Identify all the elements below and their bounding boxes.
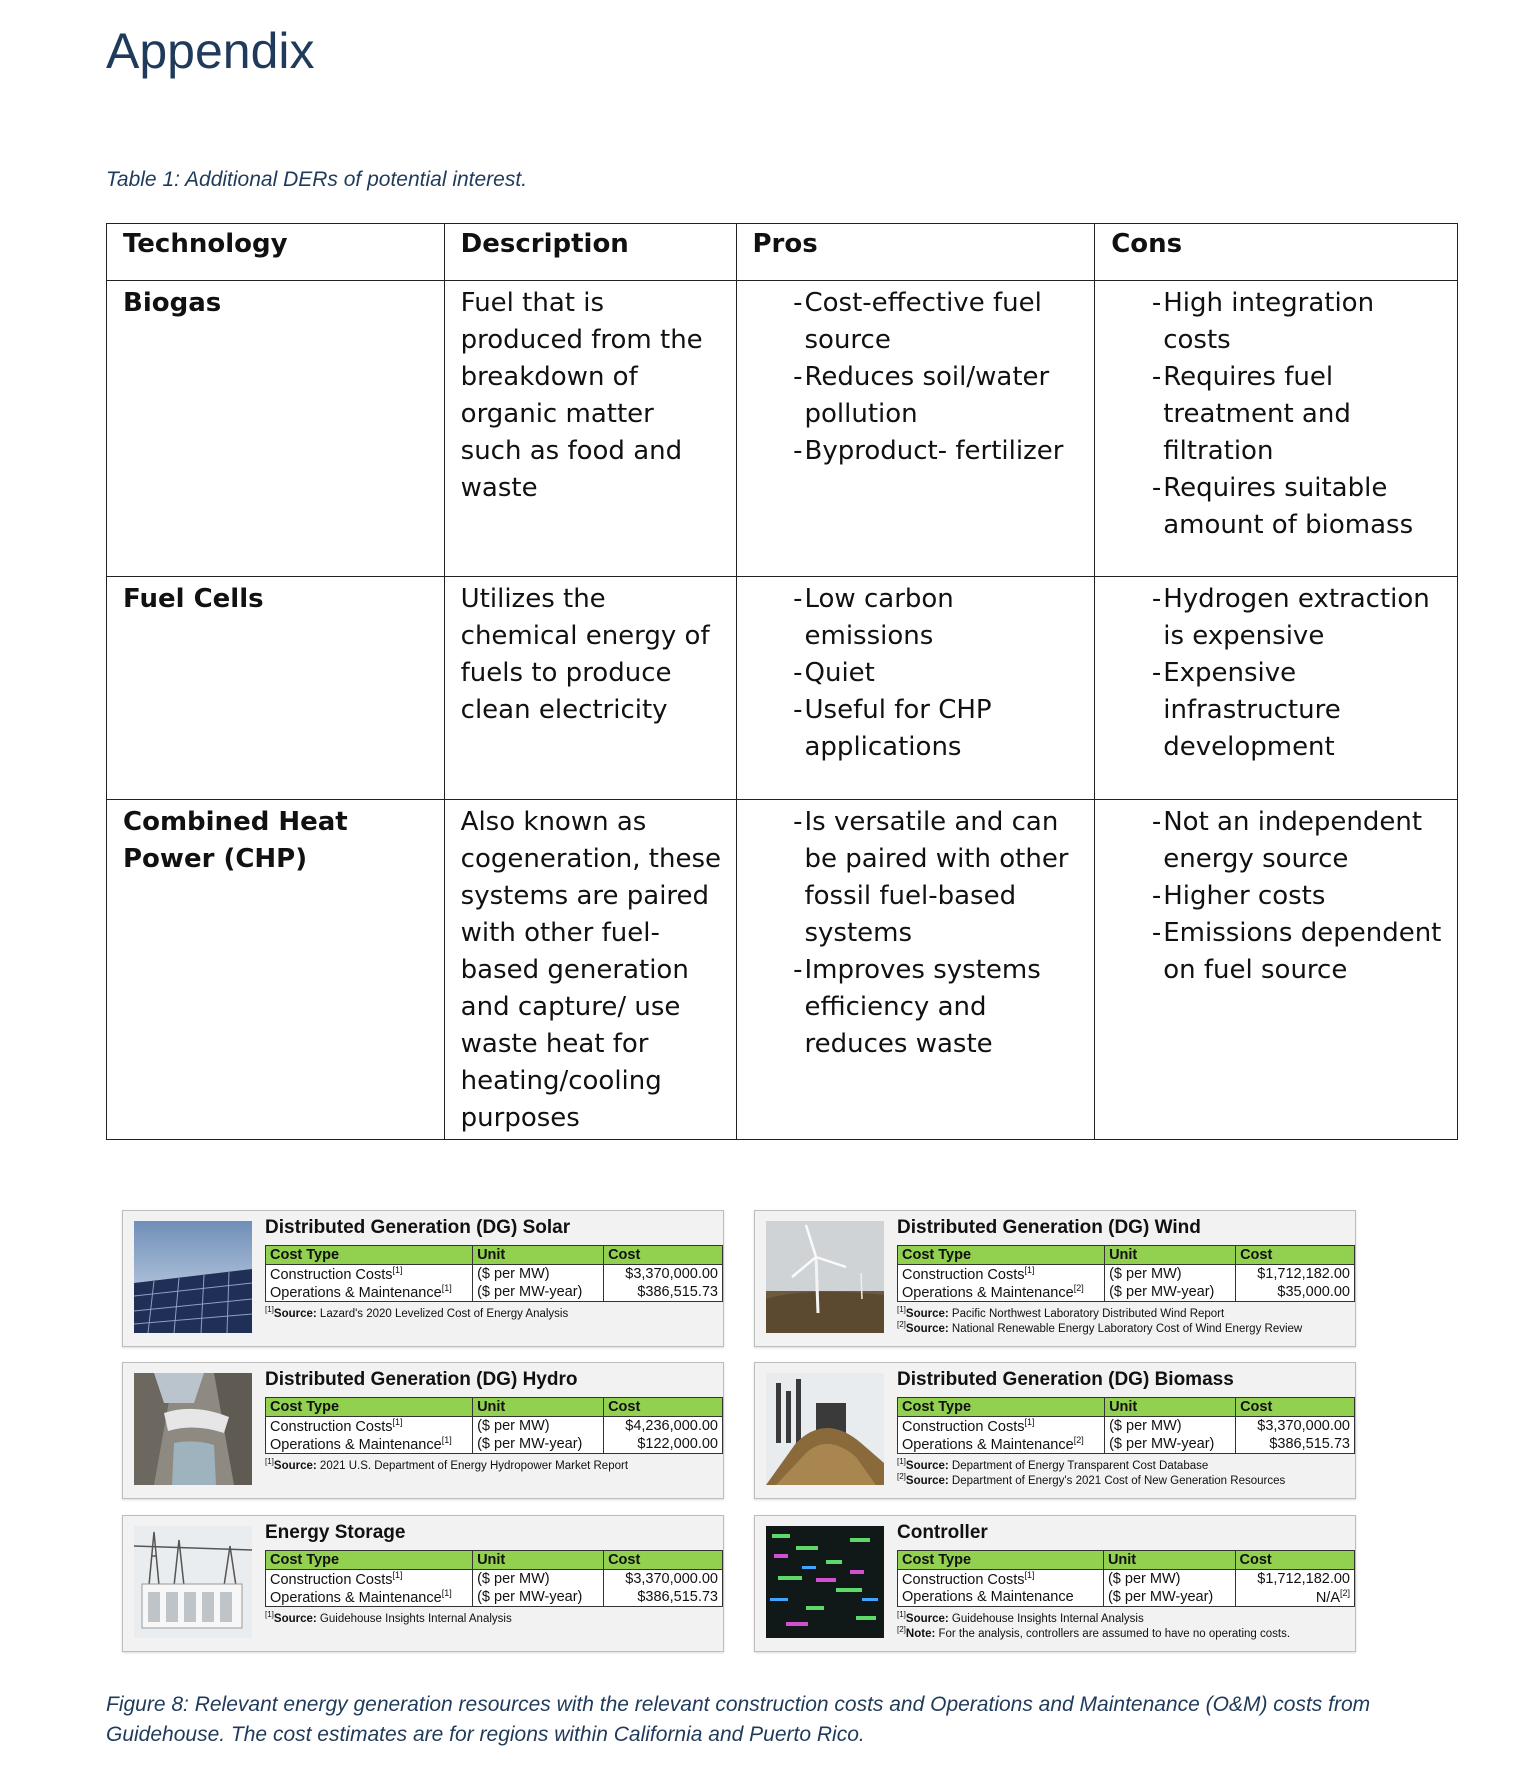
cost-header: Cost: [1235, 1551, 1355, 1570]
cost-value: $35,000.00: [1277, 1284, 1350, 1300]
pro-item: - Useful for CHP applications: [753, 692, 1081, 766]
cost-type-cell: [266, 1265, 473, 1284]
technology-cell: Combined Heat Power (CHP): [107, 800, 445, 1140]
cost-card: [754, 1210, 1356, 1347]
cost-card: [754, 1362, 1356, 1499]
source-text: Guidehouse Insights Internal Analysis: [948, 1612, 1144, 1625]
footnote-ref: [2]: [1073, 1283, 1084, 1294]
card-title: Distributed Generation (DG) Biomass: [897, 1369, 1234, 1390]
solar-panels-image: [134, 1221, 252, 1333]
pro-item: - Byproduct- fertilizer: [753, 433, 1081, 470]
cost-header: Unit: [473, 1246, 604, 1265]
source-note: [265, 1457, 628, 1472]
cost-value: $386,515.73: [637, 1589, 718, 1605]
cost-cell: [1235, 1570, 1355, 1589]
wind-turbine-image: [766, 1221, 884, 1333]
page-title: Appendix: [106, 23, 315, 79]
footnote-ref: [1]: [441, 1283, 452, 1294]
unit-cell: ($ per MW): [473, 1265, 604, 1284]
unit-cell: ($ per MW): [473, 1570, 604, 1589]
table-row: [898, 1283, 1355, 1302]
cost-type: Construction Costs: [270, 1418, 393, 1435]
table-row: [898, 1265, 1355, 1284]
source-text: Department of Energy Transparent Cost Database: [948, 1459, 1209, 1472]
source-label: Source:: [905, 1307, 949, 1320]
description-cell: Fuel that is produced from the breakdown of organic matter such as food and waste: [444, 281, 736, 577]
cost-table: [897, 1397, 1355, 1454]
source-label: Source:: [905, 1474, 949, 1487]
cost-header: Unit: [473, 1551, 604, 1570]
card-title: Controller: [897, 1522, 988, 1543]
con-item: - Hydrogen extraction is expensive: [1111, 581, 1443, 655]
cost-header: Unit: [1105, 1398, 1236, 1417]
con-item: - Higher costs: [1111, 878, 1443, 915]
battery-storage-image: [134, 1526, 252, 1638]
table-row: [266, 1265, 723, 1284]
footnote-ref: [2]: [1339, 1588, 1350, 1599]
card-title: Energy Storage: [265, 1522, 406, 1543]
unit-cell: ($ per MW-year): [1105, 1435, 1236, 1454]
footnote-ref: [1]: [897, 1305, 906, 1314]
cost-header: Cost: [1236, 1398, 1355, 1417]
table-row: [898, 1588, 1355, 1607]
cost-header: Cost: [604, 1246, 723, 1265]
cost-value: $122,000.00: [637, 1436, 718, 1452]
cost-header: Cost Type: [898, 1551, 1104, 1570]
cost-value: N/A: [1315, 1589, 1340, 1606]
cost-value: $3,370,000.00: [1257, 1418, 1350, 1434]
source-text: National Renewable Energy Laboratory Cost of Wind Energy Review: [948, 1322, 1303, 1335]
footnote-ref: [1]: [897, 1610, 906, 1619]
header-technology: Technology: [107, 224, 445, 281]
con-item: - Requires fuel treatment and filtration: [1111, 359, 1443, 470]
footnote-ref: [1]: [392, 1265, 403, 1276]
cost-cell: [604, 1588, 723, 1607]
unit-cell: ($ per MW): [473, 1417, 604, 1436]
unit-cell: ($ per MW-year): [473, 1435, 604, 1454]
figure-caption: Figure 8: Relevant energy generation resources with the relevant construction costs and Operations and Maintenance (O&M) costs from Guidehouse. The cost estimates are for regions within California and Puerto Rico.: [106, 1693, 1371, 1746]
footnote-ref: [2]: [897, 1472, 906, 1481]
cost-type-cell: [266, 1417, 473, 1436]
cost-type: Construction Costs: [902, 1571, 1025, 1588]
cost-cell: [604, 1417, 723, 1436]
table-row: [266, 1283, 723, 1302]
footnote-ref: [1]: [265, 1610, 274, 1619]
footnote-ref: [1]: [897, 1457, 906, 1466]
source-note: [897, 1610, 1144, 1625]
cost-type: Operations & Maintenance: [270, 1284, 442, 1301]
cost-table: [265, 1397, 723, 1454]
source-note: [265, 1305, 568, 1320]
cons-cell: [1095, 577, 1458, 800]
unit-cell: ($ per MW-year): [1105, 1283, 1236, 1302]
cost-cell: [1236, 1435, 1355, 1454]
cost-type: Operations & Maintenance: [902, 1436, 1074, 1453]
cost-type-cell: [898, 1283, 1105, 1302]
con-item: - Emissions dependent on fuel source: [1111, 915, 1443, 989]
cost-type-cell: [898, 1265, 1105, 1284]
cost-type: Operations & Maintenance: [270, 1589, 442, 1606]
cost-cell: [604, 1265, 723, 1284]
table-row: [266, 1588, 723, 1607]
header-description: Description: [444, 224, 736, 281]
table-row: [898, 1435, 1355, 1454]
table-row: [107, 281, 1458, 577]
cost-header: Cost Type: [898, 1246, 1105, 1265]
cost-header: Unit: [1103, 1551, 1235, 1570]
unit-cell: ($ per MW-year): [473, 1588, 604, 1607]
table-row: [266, 1435, 723, 1454]
pro-item: - Reduces soil/water pollution: [753, 359, 1081, 433]
biomass-plant-image: [766, 1373, 884, 1485]
cost-cell: [1236, 1283, 1355, 1302]
footnote-ref: [1]: [1024, 1265, 1035, 1276]
cost-table: [897, 1550, 1355, 1607]
cost-type: Construction Costs: [902, 1266, 1025, 1283]
cost-cell: [604, 1283, 723, 1302]
cost-type: Construction Costs: [270, 1571, 393, 1588]
cost-header: Cost: [604, 1551, 723, 1570]
cost-type-cell: [898, 1570, 1104, 1589]
cost-table: [897, 1245, 1355, 1302]
cost-cell: [604, 1435, 723, 1454]
source-text: Lazard's 2020 Levelized Cost of Energy Analysis: [316, 1307, 569, 1320]
cost-card: [122, 1210, 724, 1347]
hydro-dam-image: [134, 1373, 252, 1485]
source-note: [897, 1457, 1208, 1472]
footnote-ref: [1]: [441, 1588, 452, 1599]
pro-item: - Quiet: [753, 655, 1081, 692]
table-row: [266, 1417, 723, 1436]
cost-header: Cost Type: [266, 1246, 473, 1265]
cost-type-cell: [266, 1283, 473, 1302]
description-cell: Also known as cogeneration, these systems are paired with other fuel-based generation and capture/ use waste heat for heating/cooling purposes: [444, 800, 736, 1140]
cost-value: $1,712,182.00: [1257, 1266, 1350, 1282]
card-title: Distributed Generation (DG) Solar: [265, 1217, 571, 1238]
source-note: [897, 1472, 1285, 1487]
cost-cell: [1236, 1417, 1355, 1436]
source-text: 2021 U.S. Department of Energy Hydropower Market Report: [316, 1459, 629, 1472]
cost-cell: [1235, 1588, 1355, 1607]
cost-value: $386,515.73: [1269, 1436, 1350, 1452]
table-row: [266, 1570, 723, 1589]
footnote-ref: [1]: [265, 1457, 274, 1466]
footnote-ref: [2]: [897, 1320, 906, 1329]
cost-type: Operations & Maintenance: [902, 1284, 1074, 1301]
controller-data-image: [766, 1526, 884, 1638]
footnote-ref: [1]: [1024, 1417, 1035, 1428]
con-item: - High integration costs: [1111, 285, 1443, 359]
technology-cell: Biogas: [107, 281, 445, 577]
cons-cell: [1095, 281, 1458, 577]
cost-value: $1,712,182.00: [1257, 1571, 1350, 1587]
cost-card: [122, 1362, 724, 1499]
pros-cell: [736, 577, 1095, 800]
source-text: Pacific Northwest Laboratory Distributed Wind Report: [948, 1307, 1225, 1320]
source-label: Source:: [273, 1459, 317, 1472]
cost-type: Construction Costs: [902, 1418, 1025, 1435]
source-label: Source:: [905, 1612, 949, 1625]
der-table: [106, 223, 1458, 1140]
table-caption: Table 1: Additional DERs of potential interest.: [106, 168, 528, 191]
cost-header: Unit: [1105, 1246, 1236, 1265]
cost-header: Unit: [473, 1398, 604, 1417]
table-row: [107, 577, 1458, 800]
cost-type-cell: [266, 1570, 473, 1589]
pros-cell: [736, 281, 1095, 577]
cost-type-cell: [898, 1435, 1105, 1454]
pro-item: - Improves systems efficiency and reduces waste: [753, 952, 1081, 1063]
header-cons: Cons: [1095, 224, 1458, 281]
pro-item: - Low carbon emissions: [753, 581, 1081, 655]
cost-type-cell: [266, 1588, 473, 1607]
con-item: - Requires suitable amount of biomass: [1111, 470, 1443, 544]
unit-cell: ($ per MW-year): [473, 1283, 604, 1302]
source-text: Department of Energy's 2021 Cost of New Generation Resources: [948, 1474, 1286, 1487]
unit-cell: ($ per MW): [1103, 1570, 1235, 1589]
pros-cell: [736, 800, 1095, 1140]
cost-value: $386,515.73: [637, 1284, 718, 1300]
footnote-ref: [1]: [1024, 1570, 1035, 1581]
footnote-ref: [2]: [1073, 1435, 1084, 1446]
table-row: [107, 800, 1458, 1140]
cost-type-cell: [898, 1417, 1105, 1436]
source-label: Source:: [905, 1322, 949, 1335]
cost-card: [122, 1515, 724, 1652]
source-note: [265, 1610, 512, 1625]
cost-card: [754, 1515, 1356, 1652]
cost-header: Cost: [604, 1398, 723, 1417]
cost-value: $3,370,000.00: [625, 1266, 718, 1282]
cost-value: $3,370,000.00: [625, 1571, 718, 1587]
cost-type: Construction Costs: [270, 1266, 393, 1283]
header-pros: Pros: [736, 224, 1095, 281]
source-note: [897, 1625, 1290, 1640]
cons-cell: [1095, 800, 1458, 1140]
con-item: - Not an independent energy source: [1111, 804, 1443, 878]
cost-cell: [604, 1570, 723, 1589]
source-label: Source:: [273, 1307, 317, 1320]
cost-header: Cost Type: [266, 1398, 473, 1417]
technology-cell: Fuel Cells: [107, 577, 445, 800]
source-label: Source:: [905, 1459, 949, 1472]
source-label: Source:: [273, 1612, 317, 1625]
cost-header: Cost Type: [266, 1551, 473, 1570]
cost-type-cell: [266, 1435, 473, 1454]
source-note: [897, 1305, 1224, 1320]
cost-type: Operations & Maintenance: [270, 1436, 442, 1453]
cost-type-cell: [898, 1588, 1104, 1607]
unit-cell: ($ per MW): [1105, 1265, 1236, 1284]
footnote-ref: [1]: [265, 1305, 274, 1314]
footnote-ref: [1]: [392, 1417, 403, 1428]
cost-header: Cost Type: [898, 1398, 1105, 1417]
table-row: [898, 1570, 1355, 1589]
cost-cell: [1236, 1265, 1355, 1284]
cost-header: Cost: [1236, 1246, 1355, 1265]
card-title: Distributed Generation (DG) Hydro: [265, 1369, 578, 1390]
source-note: [897, 1320, 1302, 1335]
pro-item: - Is versatile and can be paired with other fossil fuel-based systems: [753, 804, 1081, 952]
footnote-ref: [1]: [441, 1435, 452, 1446]
cost-value: $4,236,000.00: [625, 1418, 718, 1434]
source-text: For the analysis, controllers are assumed to have no operating costs.: [935, 1627, 1291, 1640]
table-header-row: [107, 224, 1458, 281]
card-title: Distributed Generation (DG) Wind: [897, 1217, 1201, 1238]
source-label: Note:: [905, 1627, 936, 1640]
table-row: [898, 1417, 1355, 1436]
cost-type: Operations & Maintenance: [902, 1589, 1074, 1605]
pro-item: - Cost-effective fuel source: [753, 285, 1081, 359]
footnote-ref: [2]: [897, 1625, 906, 1634]
cost-table: [265, 1550, 723, 1607]
footnote-ref: [1]: [392, 1570, 403, 1581]
con-item: - Expensive infrastructure development: [1111, 655, 1443, 766]
cost-table: [265, 1245, 723, 1302]
description-cell: Utilizes the chemical energy of fuels to produce clean electricity: [444, 577, 736, 800]
source-text: Guidehouse Insights Internal Analysis: [316, 1612, 512, 1625]
unit-cell: ($ per MW): [1105, 1417, 1236, 1436]
unit-cell: ($ per MW-year): [1103, 1588, 1235, 1607]
